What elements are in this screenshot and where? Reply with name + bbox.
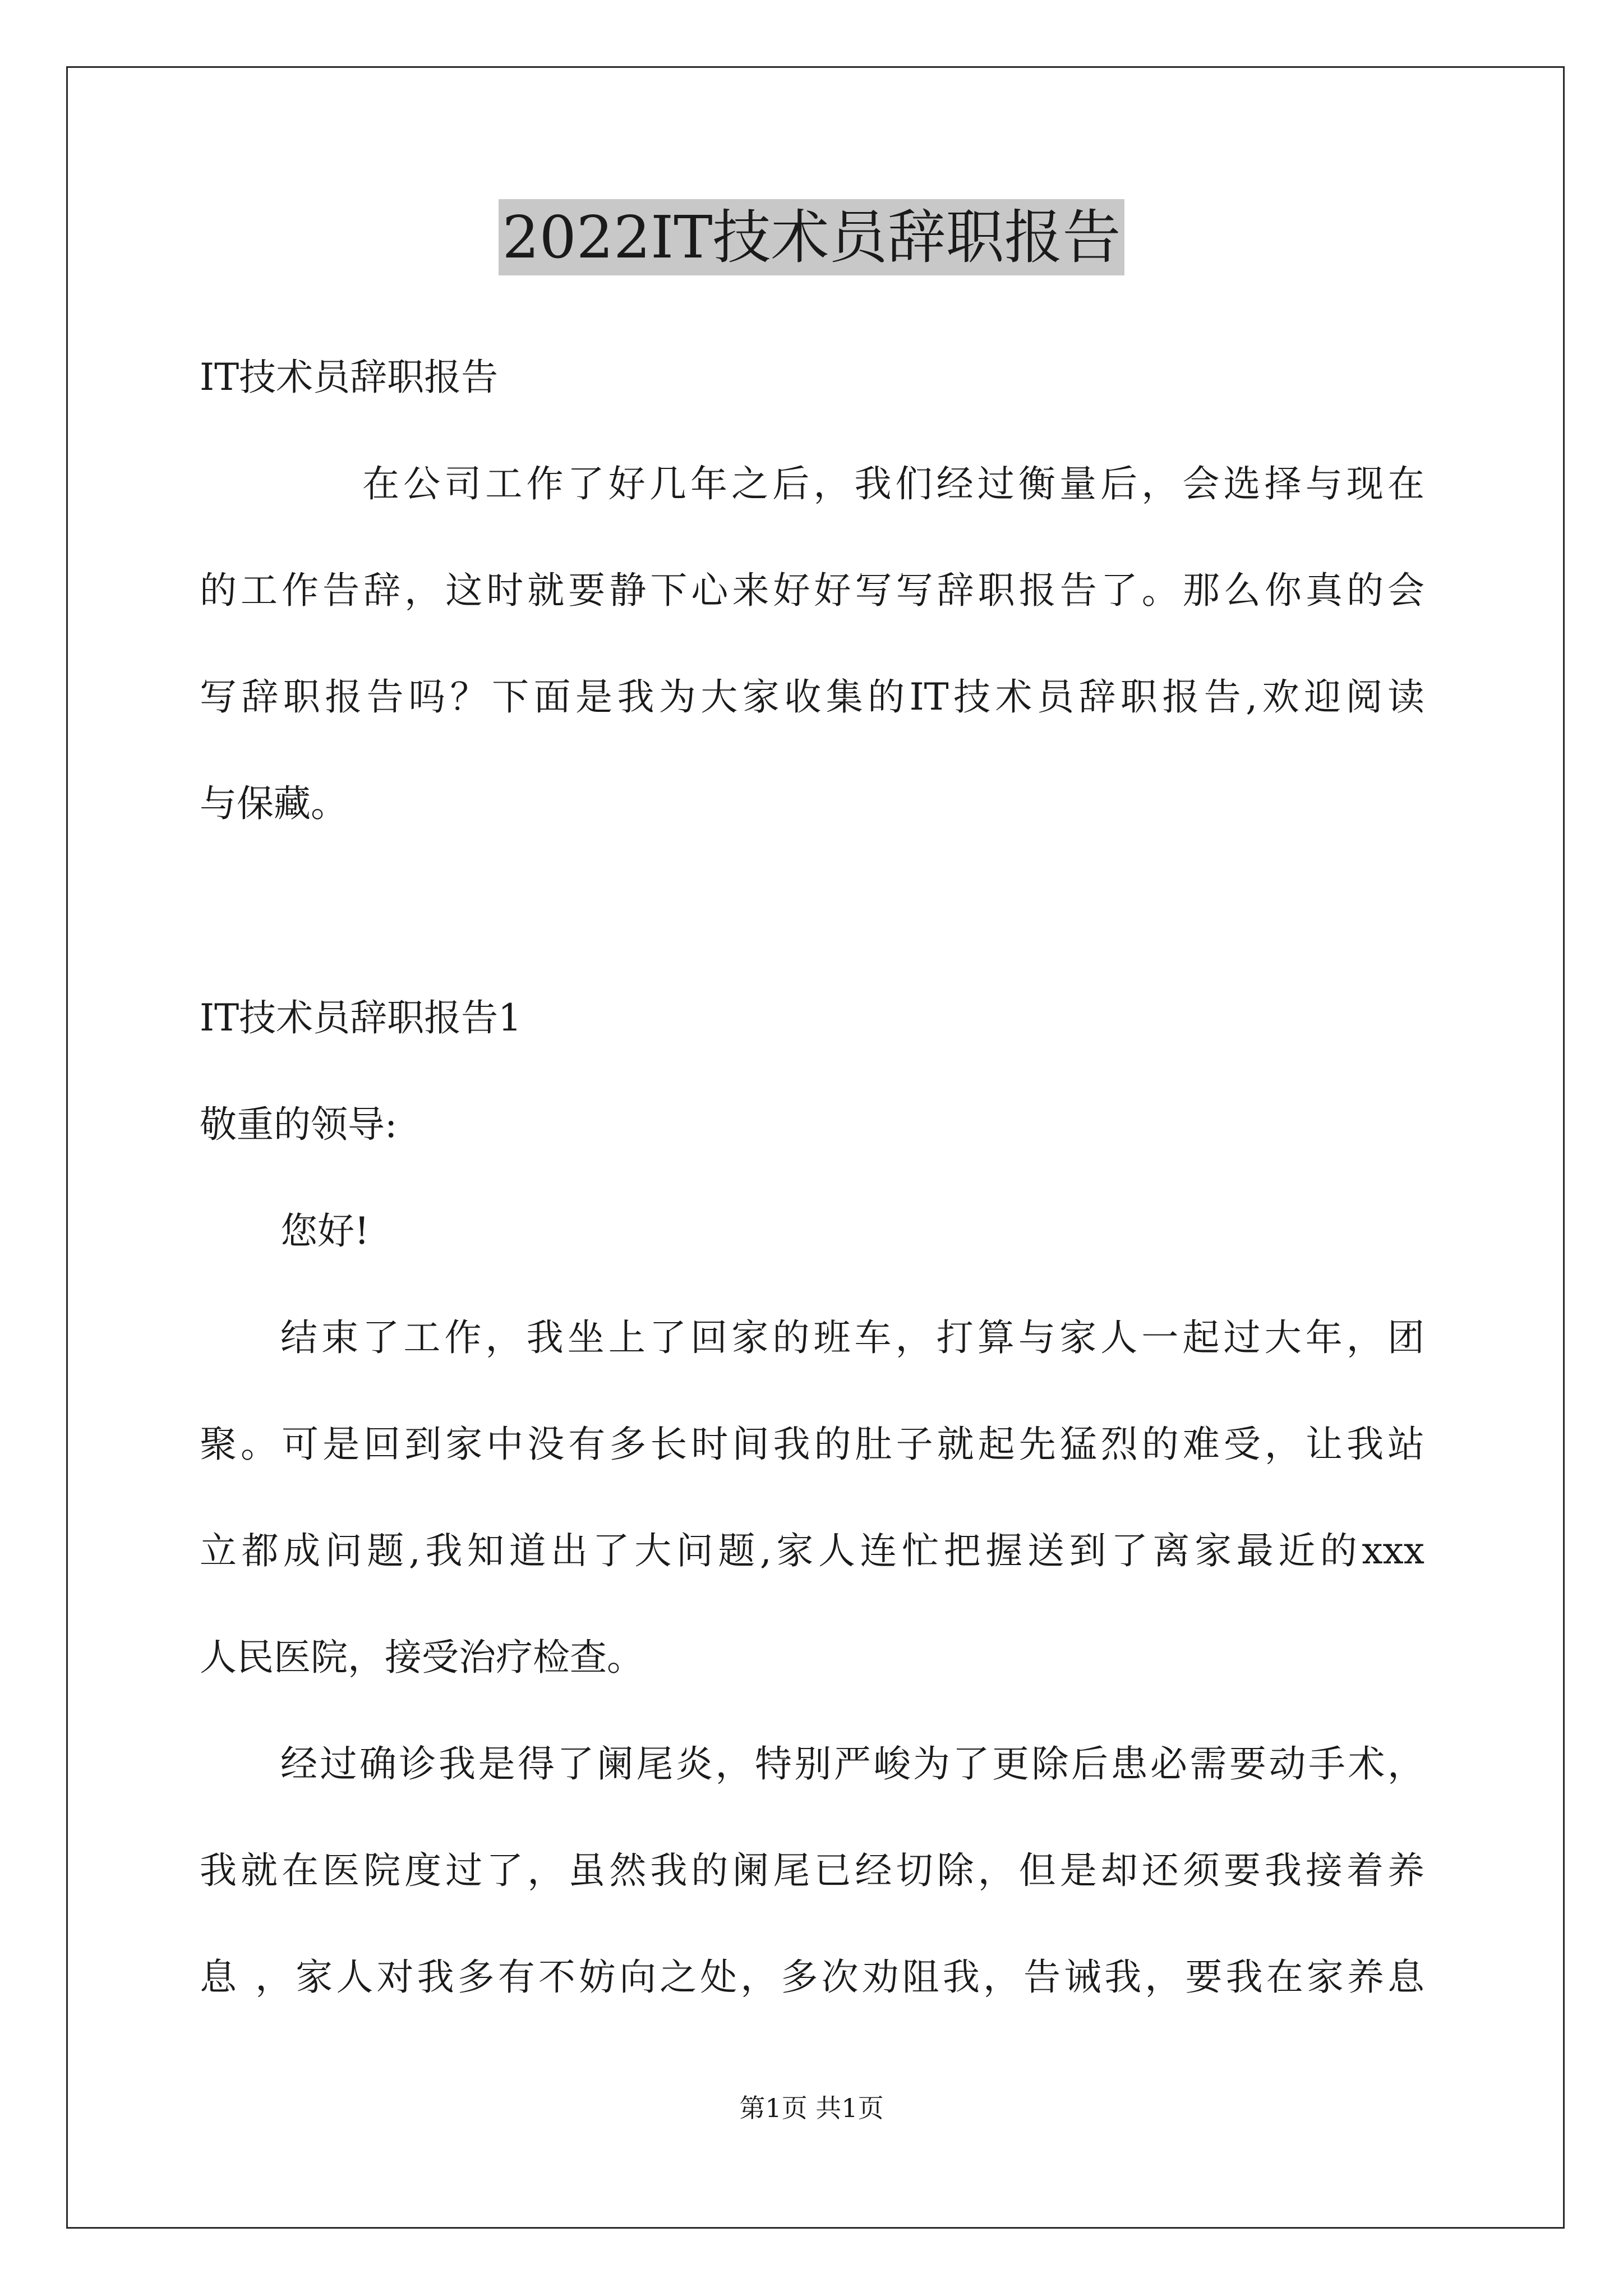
paragraph2-line-3: 息 ，家人对我多有不妨向之处，多次劝阻我，告诫我，要我在家养息 xyxy=(200,1955,1424,1999)
paragraph1-line-4: 人民医院，接受治疗检查。 xyxy=(200,1636,644,1679)
paragraph1-line-3: 立都成问题,我知道出了大问题,家人连忙把握送到了离家最近的xxx xyxy=(200,1529,1424,1572)
paragraph2-line-1: 经过确诊我是得了阑尾炎，特别严峻为了更除后患必需要动手术， xyxy=(280,1742,1424,1786)
intro-line-1: 在公司工作了好几年之后，我们经过衡量后，会选择与现在 xyxy=(362,462,1424,505)
paragraph1-line-2: 聚。可是回到家中没有多长时间我的肚子就起先猛烈的难受，让我站 xyxy=(200,1423,1424,1466)
paragraph1-line-1: 结束了工作，我坐上了回家的班车，打算与家人一起过大年，团 xyxy=(280,1316,1424,1359)
intro-line-3: 写辞职报告吗？下面是我为大家收集的IT技术员辞职报告,欢迎阅读 xyxy=(200,675,1424,719)
paragraph2-line-2: 我就在医院度过了，虽然我的阑尾已经切除，但是却还须要我接着养 xyxy=(200,1849,1424,1892)
page-footer: 第1页 共1页 xyxy=(739,2093,884,2123)
greeting: 您好! xyxy=(280,1209,370,1253)
salutation: 敬重的领导: xyxy=(200,1103,398,1146)
document-title: 2022IT技术员辞职报告 xyxy=(499,199,1124,275)
section-heading: IT技术员辞职报告1 xyxy=(200,996,522,1039)
intro-line-2: 的工作告辞，这时就要静下心来好好写写辞职报告了。那么你真的会 xyxy=(200,569,1424,612)
intro-line-4: 与保藏。 xyxy=(200,782,348,825)
title-container xyxy=(0,199,1623,275)
document-subtitle: IT技术员辞职报告 xyxy=(200,356,499,399)
